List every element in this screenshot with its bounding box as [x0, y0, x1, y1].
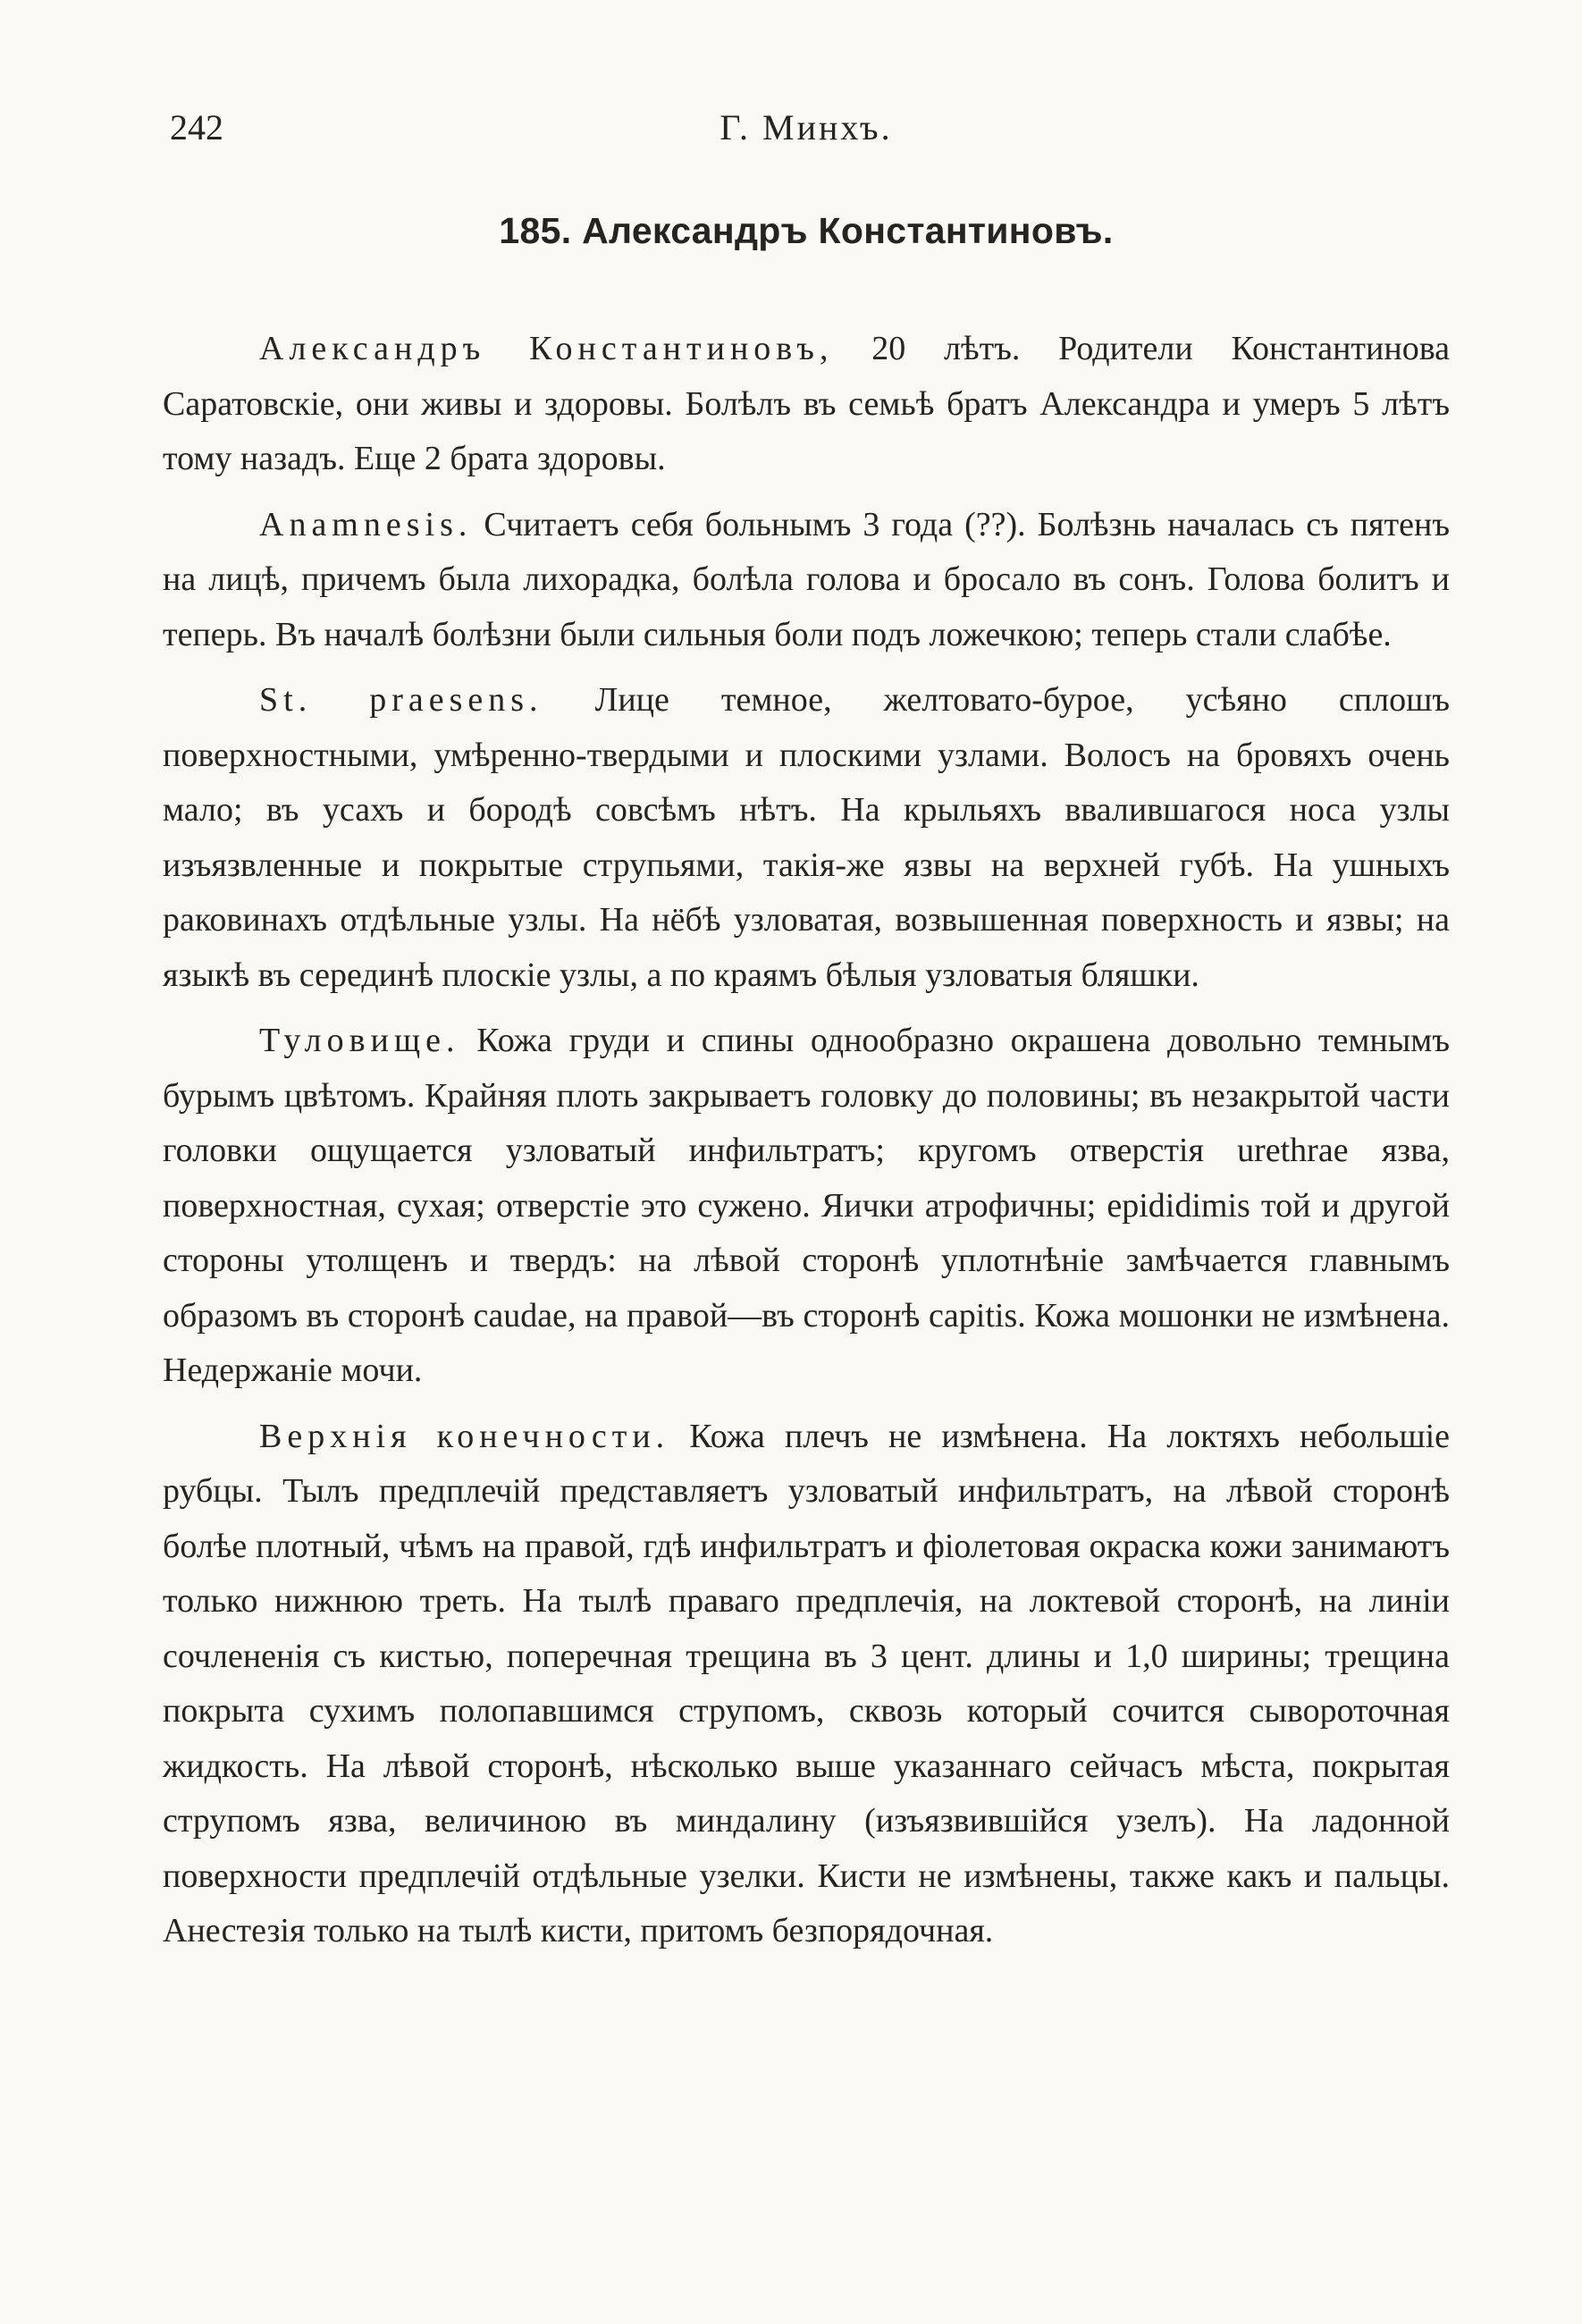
paragraph-status-praesens [163, 673, 1450, 1003]
running-header [163, 89, 1450, 152]
running-title: Г. Минхъ. [719, 107, 893, 147]
upper-limbs-lead: Верхнія конечности. [259, 1417, 670, 1455]
paragraph-introduction [163, 322, 1450, 487]
paragraph-text: Кожа плечъ не измѣнена. На локтяхъ небольшіе рубцы. Тылъ предплечій представляетъ узловатый инфильтратъ, на лѣвой сторонѣ болѣе плотный, чѣмъ на правой, гдѣ инфильтратъ и фіолетовая окраска кожи занимаютъ только нижнюю треть. На тылѣ праваго предплечія, на локтевой сторонѣ, на линіи сочлененія съ кистью, поперечная трещина въ 3 цент. длины и 1,0 ширины; трещина покрыта сухимъ полопавшимся струпомъ, сквозь который сочится сывороточная жидкость. На лѣвой сторонѣ, нѣсколько выше указаннаго сейчасъ мѣста, покрытая струпомъ язва, величиною въ миндалину (изъязвившійся узелъ). На ладонной поверхности предплечій отдѣльные узелки. Кисти не измѣнены, также какъ и пальцы. Анестезія только на тылѣ кисти, притомъ безпорядочная. [163, 1417, 1451, 1949]
paragraph-text: 20 лѣтъ. Родители Константинова Саратовскіе, они живы и здоровы. Болѣлъ въ семьѣ братъ Александра и умеръ 5 лѣтъ тому назадъ. Еще 2 брата здоровы. [163, 330, 1451, 477]
anamnesis-lead: Anamnesis. [259, 505, 473, 543]
status-praesens-lead: St. praesens. [259, 681, 543, 719]
paragraph-text: Лице темное, желтоватo-бурое, усѣяно сплошъ поверхностными, умѣренно-твердыми и плоскими узлами. Волосъ на бровяхъ очень мало; въ усахъ и бородѣ совсѣмъ нѣтъ. На крыльяхъ ввалившагося носа узлы изъязвленные и покрытые струпьями, такія-же язвы на верхней губѣ. На ушныхъ раковинахъ отдѣльные узлы. На нёбѣ узловатая, возвышенная поверхность и язвы; на языкѣ въ серединѣ плоскіе узлы, а по краямъ бѣлыя узловатыя бляшки. [163, 681, 1450, 994]
patient-name-lead: Александръ Константиновъ, [259, 330, 834, 367]
paragraph-text: Кожа груди и спины однообразно окрашена довольно темнымъ бурымъ цвѣтомъ. Крайняя плоть закрываетъ головку до половины; въ незакрытой части головки ощущается узловатый инфильтратъ; кругомъ отверстія urethrae язва, поверхностная, сухая; отверстіе это сужено. Яички атрофичны; epididimis той и другой стороны утолщенъ и твердъ: на лѣвой сторонѣ уплотнѣніе замѣчается главнымъ образомъ въ сторонѣ caudae, на правой—въ сторонѣ capitis. Кожа мошонки не измѣнена. Недержаніе мочи. [163, 1022, 1450, 1389]
paragraph-trunk [163, 1014, 1450, 1399]
book-page [163, 89, 1450, 2235]
paragraph-upper-limbs [163, 1410, 1450, 1959]
trunk-lead: Туловище. [259, 1022, 460, 1059]
paragraph-text: Считаетъ себя больнымъ 3 года (??). Болѣзнь началась съ пятенъ на лицѣ, причемъ была лихорадка, болѣла голова и бросало въ сонъ. Голова болитъ и теперь. Въ началѣ болѣзни были сильныя боли подъ ложечкою; теперь стали слабѣе. [163, 505, 1450, 653]
section-title: 185. Александръ Константиновъ. [499, 210, 1114, 251]
paragraph-anamnesis [163, 498, 1450, 663]
page-number: 242 [170, 107, 223, 147]
